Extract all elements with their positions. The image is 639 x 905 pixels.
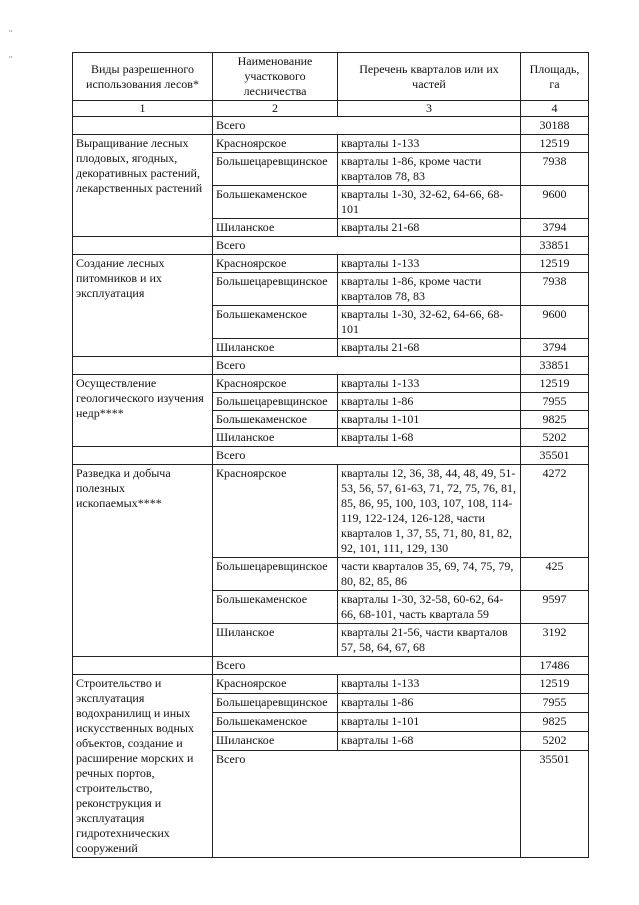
quarters-cell: кварталы 1-30, 32-62, 64-66, 68-101	[338, 186, 521, 219]
use-type-cell: Разведка и добыча полезных ископаемых****	[73, 465, 213, 657]
area-cell: 9600	[521, 306, 589, 339]
area-cell: 9597	[521, 591, 589, 624]
forestry-cell: Большекаменское	[213, 306, 338, 339]
area-cell: 5202	[521, 429, 589, 447]
total-label: Всего	[213, 657, 521, 675]
total-row	[73, 117, 589, 135]
quarters-cell: кварталы 12, 36, 38, 44, 48, 49, 51-53, 56, 57, 61-63, 71, 72, 75, 76, 81, 85, 86, 95, 100, 103, 107, 108, 114-119, 122-124, 126-128, части кварталов 1, 37, 55, 71, 80, 81, 82, 92, 101, 111, 129, 130	[338, 465, 521, 558]
forestry-cell: Шиланское	[213, 339, 338, 357]
margin-mark: ¨	[9, 55, 13, 66]
total-row	[73, 657, 589, 675]
forestry-cell: Большецаревщинское	[213, 273, 338, 306]
table-row	[73, 255, 589, 273]
header-quarters: Перечень кварталов или их частей	[338, 53, 521, 101]
total-label: Всего	[213, 357, 521, 375]
total-row	[73, 357, 589, 375]
total-value: 33851	[521, 357, 589, 375]
total-value: 35501	[521, 751, 589, 858]
total-label: Всего	[213, 237, 521, 255]
forestry-cell: Большецаревщинское	[213, 393, 338, 411]
area-cell: 9825	[521, 713, 589, 732]
total-value: 30188	[521, 117, 589, 135]
quarters-cell: кварталы 1-86	[338, 393, 521, 411]
forestry-cell: Красноярское	[213, 675, 338, 694]
area-cell: 12519	[521, 675, 589, 694]
quarters-cell: кварталы 1-86	[338, 694, 521, 713]
forestry-cell: Большекаменское	[213, 411, 338, 429]
total-value: 17486	[521, 657, 589, 675]
forestry-cell: Красноярское	[213, 465, 338, 558]
table-row	[73, 675, 589, 694]
area-cell: 3192	[521, 624, 589, 657]
use-type-cell: Строительство и эксплуатация водохранилищ и иных искусственных водных объектов, создание и расширение морских и речных портов, строительство, реконструкция и эксплуатация гидротехнических сооружений	[73, 675, 213, 858]
column-number: 3	[338, 101, 521, 117]
total-value: 33851	[521, 237, 589, 255]
quarters-cell: кварталы 21-56, части кварталов 57, 58, 64, 67, 68	[338, 624, 521, 657]
forestry-cell: Красноярское	[213, 135, 338, 153]
quarters-cell: кварталы 1-101	[338, 713, 521, 732]
table-row	[73, 375, 589, 393]
use-type-cell: Создание лесных питомников и их эксплуатация	[73, 255, 213, 357]
area-cell: 5202	[521, 732, 589, 751]
table-row	[73, 465, 589, 558]
use-type-cell: Осуществление геологического изучения недр****	[73, 375, 213, 447]
quarters-cell: кварталы 1-30, 32-62, 64-66, 68-101	[338, 306, 521, 339]
area-cell: 12519	[521, 375, 589, 393]
column-number-row	[73, 101, 589, 117]
area-cell: 7955	[521, 393, 589, 411]
quarters-cell: кварталы 1-133	[338, 675, 521, 694]
forestry-cell: Шиланское	[213, 624, 338, 657]
quarters-cell: кварталы 1-86, кроме части кварталов 78, 83	[338, 153, 521, 186]
forestry-cell: Красноярское	[213, 255, 338, 273]
margin-mark: ¨	[9, 29, 13, 40]
quarters-cell: кварталы 1-133	[338, 255, 521, 273]
area-cell: 4272	[521, 465, 589, 558]
area-cell: 3794	[521, 219, 589, 237]
table-row	[73, 135, 589, 153]
area-cell: 9600	[521, 186, 589, 219]
total-value: 35501	[521, 447, 589, 465]
quarters-cell: части кварталов 35, 69, 74, 75, 79, 80, 82, 85, 86	[338, 558, 521, 591]
use-type-cell: Выращивание лесных плодовых, ягодных, декоративных растений, лекарственных растений	[73, 135, 213, 237]
total-label: Всего	[213, 447, 521, 465]
forestry-cell: Красноярское	[213, 375, 338, 393]
forestry-cell: Большецаревщинское	[213, 694, 338, 713]
total-row	[73, 237, 589, 255]
area-cell: 12519	[521, 255, 589, 273]
forestry-cell: Большекаменское	[213, 591, 338, 624]
header-use-type: Виды разрешенного использования лесов*	[73, 53, 213, 101]
forestry-cell: Большецаревщинское	[213, 153, 338, 186]
forestry-cell: Шиланское	[213, 732, 338, 751]
area-cell: 3794	[521, 339, 589, 357]
quarters-cell: кварталы 1-30, 32-58, 60-62, 64-66, 68-101, часть квартала 59	[338, 591, 521, 624]
area-cell: 7938	[521, 273, 589, 306]
column-number: 1	[73, 101, 213, 117]
header-forestry: Наименование участкового лесничества	[213, 53, 338, 101]
forest-use-table	[72, 52, 589, 858]
header-row	[73, 53, 589, 101]
forestry-cell: Большекаменское	[213, 186, 338, 219]
quarters-cell: кварталы 21-68	[338, 219, 521, 237]
total-label: Всего	[213, 751, 521, 858]
quarters-cell: кварталы 21-68	[338, 339, 521, 357]
area-cell: 12519	[521, 135, 589, 153]
area-cell: 425	[521, 558, 589, 591]
quarters-cell: кварталы 1-68	[338, 732, 521, 751]
forestry-cell: Шиланское	[213, 429, 338, 447]
total-label: Всего	[213, 117, 521, 135]
area-cell: 7938	[521, 153, 589, 186]
forestry-cell: Шиланское	[213, 219, 338, 237]
forestry-cell: Большецаревщинское	[213, 558, 338, 591]
area-cell: 7955	[521, 694, 589, 713]
quarters-cell: кварталы 1-133	[338, 135, 521, 153]
column-number: 4	[521, 101, 589, 117]
area-cell: 9825	[521, 411, 589, 429]
quarters-cell: кварталы 1-86, кроме части кварталов 78, 83	[338, 273, 521, 306]
header-area: Площадь, га	[521, 53, 589, 101]
quarters-cell: кварталы 1-133	[338, 375, 521, 393]
total-row	[73, 447, 589, 465]
quarters-cell: кварталы 1-68	[338, 429, 521, 447]
quarters-cell: кварталы 1-101	[338, 411, 521, 429]
column-number: 2	[213, 101, 338, 117]
forestry-cell: Большекаменское	[213, 713, 338, 732]
